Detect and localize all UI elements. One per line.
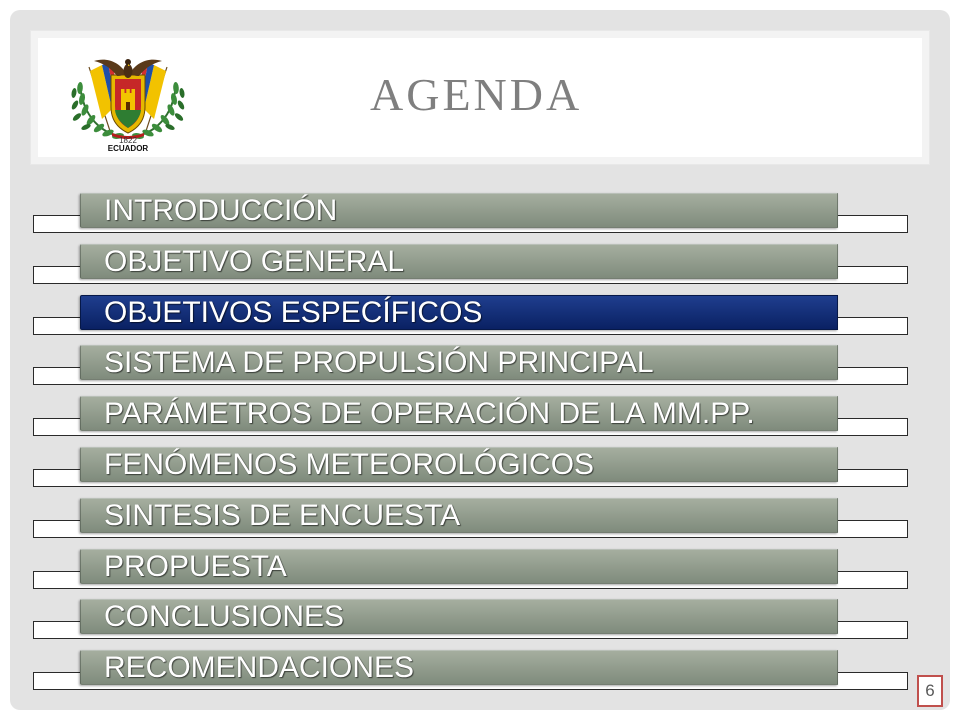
page-number: 6 (917, 675, 943, 707)
agenda-item-fenomenos-meteorologicos (0, 447, 960, 498)
agenda-item-bar (80, 345, 838, 380)
agenda-item-label: OBJETIVOS ESPECÍFICOS (104, 295, 483, 329)
agenda-item-objetivo-general (0, 244, 960, 295)
agenda-item-label: SINTESIS DE ENCUESTA (104, 498, 461, 532)
agenda-list (0, 193, 960, 701)
agenda-item-label: PROPUESTA (104, 549, 287, 583)
agenda-item-introduccion (0, 193, 960, 244)
agenda-item-bar (80, 599, 838, 634)
agenda-item-bar (80, 295, 838, 330)
agenda-item-bar (80, 244, 838, 279)
agenda-item-bar (80, 193, 838, 228)
agenda-item-bar (80, 396, 838, 431)
shield (111, 75, 145, 133)
agenda-item-label: RECOMENDACIONES (104, 651, 415, 685)
agenda-item-propuesta (0, 549, 960, 600)
agenda-item-sistema-de-propulsion-principal (0, 345, 960, 396)
agenda-item-bar (80, 650, 838, 685)
agenda-item-label: SISTEMA DE PROPULSIÓN PRINCIPAL (104, 346, 654, 380)
agenda-item-bar (80, 447, 838, 482)
agenda-item-parametros-de-operacion (0, 396, 960, 447)
agenda-item-label: INTRODUCCIÓN (104, 194, 338, 227)
agenda-item-sintesis-de-encuesta (0, 498, 960, 549)
agenda-item-label: FENÓMENOS METEOROLÓGICOS (104, 447, 595, 481)
agenda-item-label: OBJETIVO GENERAL (104, 244, 405, 278)
agenda-item-label: CONCLUSIONES (104, 600, 345, 634)
agenda-item-bar (80, 549, 838, 584)
agenda-item-recomendaciones (0, 650, 960, 701)
agenda-item-label: PARÁMETROS DE OPERACIÓN DE LA MM.PP. (104, 397, 755, 431)
logo-year: 1822 (119, 136, 137, 145)
agenda-item-conclusiones (0, 599, 960, 650)
ecuador-emblem-logo (66, 47, 196, 157)
logo-country: ECUADOR (107, 144, 149, 153)
slide-title: AGENDA (370, 69, 583, 120)
agenda-item-bar (80, 498, 838, 533)
agenda-item-objetivos-especificos (0, 295, 960, 346)
